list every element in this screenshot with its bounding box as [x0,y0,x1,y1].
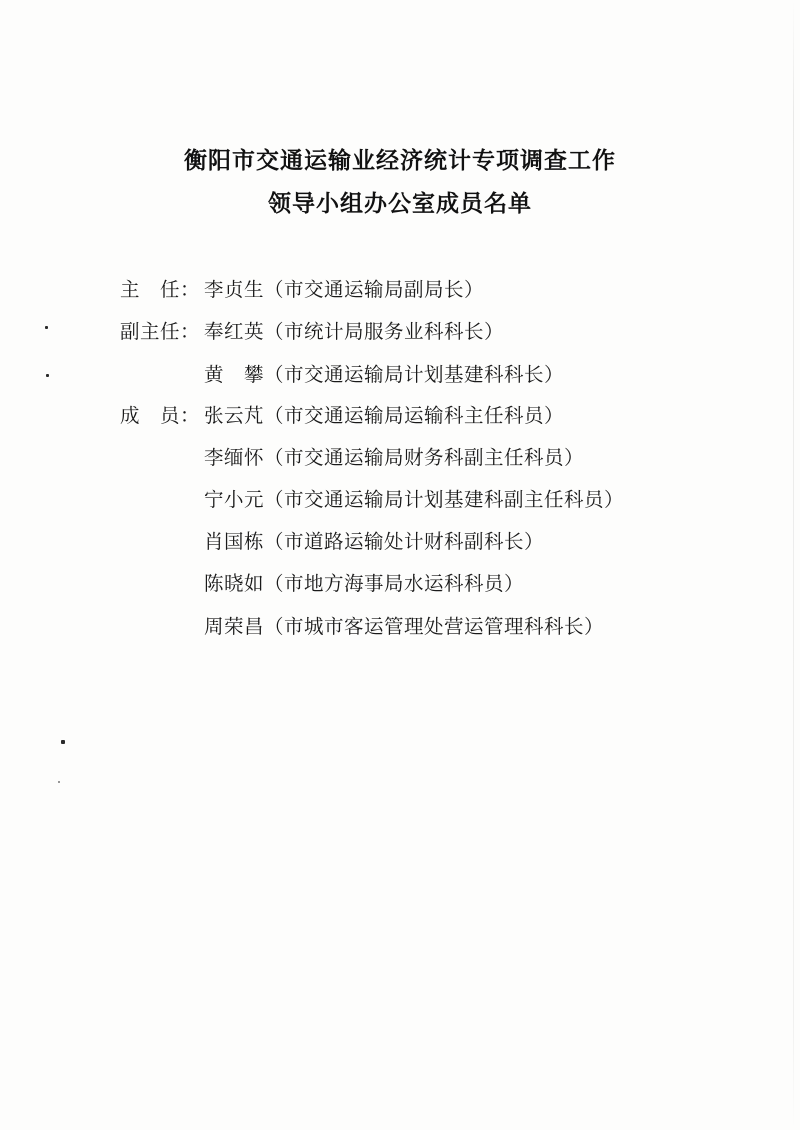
scan-edge-shadow [793,0,794,1130]
scan-speck [61,740,65,744]
member-entry: 陈晓如（市地方海事局水运科科员） [204,572,525,595]
member-entry: 张云芃（市交通运输局运输科主任科员） [204,404,565,427]
member-entry: 李缅怀（市交通运输局财务科副主任科员） [204,446,585,469]
scan-speck [46,374,49,377]
member-entry: 宁小元（市交通运输局计划基建科副主任科员） [204,488,625,511]
member-entry: 奉红英（市统计局服务业科科长） [204,320,505,343]
member-role: 成 员： [120,404,201,427]
member-entry: 肖国栋（市道路运输处计财科副科长） [204,530,545,553]
scan-speck [45,326,48,329]
member-entry: 李贞生（市交通运输局副局长） [204,278,485,301]
member-role: 副主任： [120,320,201,343]
member-role: 主 任： [120,278,201,301]
member-entry: 周荣昌（市城市客运管理处营运管理科科长） [204,615,605,638]
document-title-line-1: 衡阳市交通运输业经济统计专项调查工作 [184,147,616,174]
member-entry: 黄 攀（市交通运输局计划基建科科长） [204,363,565,386]
scan-speck [58,781,60,783]
document-title-line-2: 领导小组办公室成员名单 [268,190,532,217]
